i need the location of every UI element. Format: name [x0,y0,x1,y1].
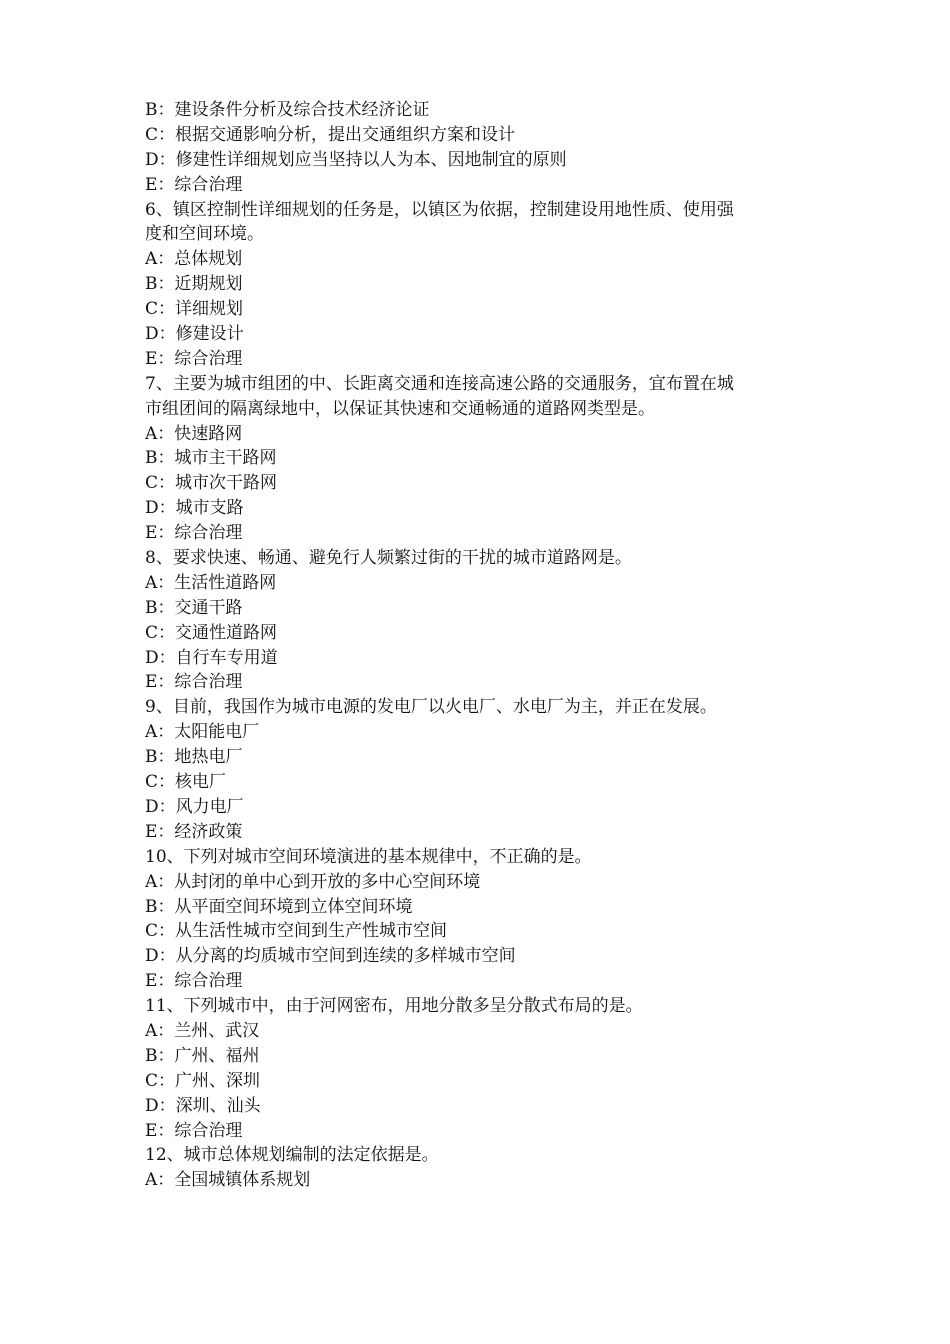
option-line: D：风力电厂 [145,796,244,817]
option-line: C：核电厂 [145,772,227,793]
option-line: B：交通干路 [145,597,243,618]
option-line: E：综合治理 [145,971,243,992]
question-line: 市组团间的隔离绿地中，以保证其快速和交通畅通的道路网类型是。 [145,398,655,419]
option-line: C：从生活性城市空间到生产性城市空间 [145,921,448,942]
option-line: A：从封闭的单中心到开放的多中心空间环境 [145,871,481,892]
option-line: A：快速路网 [145,423,243,444]
option-line: A：太阳能电厂 [145,722,260,743]
option-line: E：经济政策 [145,821,243,842]
option-line: D：深圳、汕头 [145,1095,261,1116]
option-line: D：城市支路 [145,498,244,519]
question-line: 12、城市总体规划编制的法定依据是。 [145,1145,439,1166]
option-line: C：根据交通影响分析，提出交通组织方案和设计 [145,124,516,145]
option-line: C：城市次干路网 [145,473,278,494]
option-line: C：广州、深圳 [145,1070,261,1091]
question-line: 8、要求快速、畅通、避免行人频繁过街的干扰的城市道路网是。 [145,548,632,569]
option-line: A：总体规划 [145,249,243,270]
option-line: D：修建性详细规划应当坚持以人为本、因地制宜的原则 [145,149,567,170]
question-line: 11、下列城市中，由于河网密布，用地分散多呈分散式布局的是。 [145,996,643,1017]
option-line: E：综合治理 [145,348,243,369]
option-line: A：兰州、武汉 [145,1020,260,1041]
option-line: D：修建设计 [145,324,244,345]
option-line: B：近期规划 [145,274,243,295]
option-line: B：地热电厂 [145,747,243,768]
option-line: C：交通性道路网 [145,622,278,643]
option-line: B：城市主干路网 [145,448,277,469]
question-line: 7、主要为城市组团的中、长距离交通和连接高速公路的交通服务，宜布置在城 [145,373,734,394]
question-line: 度和空间环境。 [145,224,264,245]
option-line: C：详细规划 [145,299,244,320]
option-line: B：建设条件分析及综合技术经济论证 [145,100,430,120]
option-line: D：自行车专用道 [145,647,278,668]
option-line: A：生活性道路网 [145,572,277,593]
option-line: B：广州、福州 [145,1045,260,1066]
option-line: B：从平面空间环境到立体空间环境 [145,896,413,917]
question-line: 9、目前，我国作为城市电源的发电厂以火电厂、水电厂为主，并正在发展。 [145,697,717,718]
option-line: E：综合治理 [145,1120,243,1141]
option-line: E：综合治理 [145,672,243,693]
option-line: E：综合治理 [145,174,243,195]
document-body [145,98,810,1193]
option-line: E：综合治理 [145,523,243,544]
question-line: 10、下列对城市空间环境演进的基本规律中，不正确的是。 [145,846,592,867]
option-line: D：从分离的均质城市空间到连续的多样城市空间 [145,946,516,967]
question-line: 6、镇区控制性详细规划的任务是，以镇区为依据，控制建设用地性质、使用强 [145,199,734,220]
option-line: A：全国城镇体系规划 [145,1170,311,1191]
